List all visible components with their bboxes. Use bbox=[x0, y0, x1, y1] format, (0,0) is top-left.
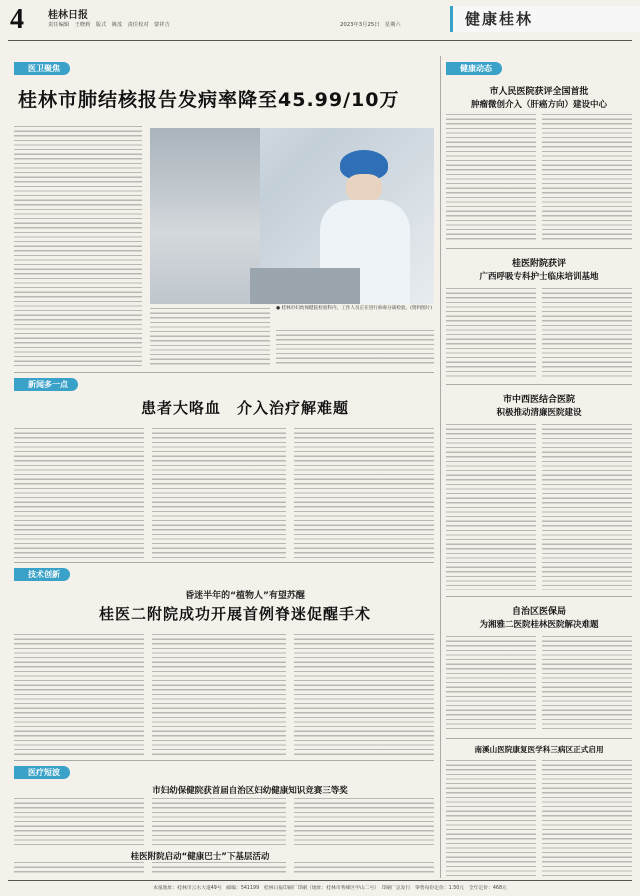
headline-awakening-surgery: 桂医二附院成功开展首例脊迷促醒手术 bbox=[98, 605, 371, 623]
page-number: 4 bbox=[10, 4, 24, 35]
divider-3 bbox=[14, 760, 434, 761]
right-divider-1 bbox=[446, 248, 632, 249]
brief-text-2c bbox=[294, 862, 434, 876]
medicare-text-1 bbox=[446, 636, 536, 732]
subhead-vegetative: 昏迷半年的“植物人”有望苏醒 bbox=[185, 591, 305, 601]
paper-name: 桂林日报 bbox=[48, 10, 88, 21]
nanxishan-text-1 bbox=[446, 760, 536, 876]
photo-bench bbox=[250, 268, 360, 304]
hemoptysis-text-3 bbox=[294, 428, 434, 558]
peoples-hospital-text-1 bbox=[446, 114, 536, 242]
masthead-rule bbox=[8, 40, 632, 41]
tag-tech-innovation: 技术创新 bbox=[14, 568, 70, 581]
nanxishan-text-2 bbox=[542, 760, 632, 876]
article-text-col-2 bbox=[150, 308, 270, 366]
tag-medical-briefs: 医疗短波 bbox=[14, 766, 70, 779]
staff-credits: 责任编辑 王晓莉 版式 姚茂 责任校对 蒙祥吉 bbox=[48, 22, 170, 28]
column-divider bbox=[440, 56, 441, 878]
headline-integrated-a: 市中西医结合医院 bbox=[502, 395, 575, 405]
section-title: 健康桂林 bbox=[450, 6, 640, 32]
headline-hemoptysis: 患者大咯血 介入治疗解难题 bbox=[140, 399, 349, 417]
footer-text: 本报地址：桂林市云水大道49号 邮编：541199 桂林日报印刷厂印刷（地址：桂林市秀峰区甲山二号） 印刷厂总发行 零售每份定价：1.50元 全年定价：468元 bbox=[153, 886, 507, 891]
divider-1 bbox=[14, 372, 434, 373]
headline-medicare-a: 自治区医保局 bbox=[511, 607, 566, 617]
issue-date: 2023年3月25日 星期六 bbox=[340, 22, 401, 28]
headline-affiliated-b: 广西呼吸专科护士临床培训基地 bbox=[479, 272, 599, 282]
footer-rule bbox=[8, 880, 632, 881]
headline-tb-rate: 桂林市肺结核报告发病率降至45.99/10万 bbox=[18, 89, 400, 111]
headline-peoples-hospital-b: 肿瘤微创介入（肝癌方向）建设中心 bbox=[470, 100, 607, 110]
integrated-text-2 bbox=[542, 424, 632, 590]
tag-health-news: 健康动态 bbox=[446, 62, 502, 75]
brief-headline-1: 市妇幼保健院获首届自治区妇幼健康知识竞赛三等奖 bbox=[152, 786, 348, 796]
photo-caption: ● 桂林市妇幼保健院检验科内，工作人员正在进行病毒分离检验。(资料图片) bbox=[276, 306, 433, 311]
article-text-col-3 bbox=[276, 330, 434, 366]
photo-worker-face bbox=[346, 174, 382, 202]
surgery-text-3 bbox=[294, 634, 434, 756]
brief-text-1c bbox=[294, 798, 434, 846]
brief-text-1b bbox=[152, 798, 286, 846]
article-photo bbox=[150, 128, 434, 304]
surgery-text-2 bbox=[152, 634, 286, 756]
brief-text-2b bbox=[152, 862, 286, 876]
integrated-text-1 bbox=[446, 424, 536, 590]
brief-headline-2: 桂医附院启动“健康巴士”下基层活动 bbox=[130, 852, 270, 862]
affiliated-text-2 bbox=[542, 288, 632, 378]
brief-text-1a bbox=[14, 798, 144, 846]
headline-integrated-b: 积极推动清廉医院建设 bbox=[496, 408, 582, 418]
tag-more-news: 新闻多一点 bbox=[14, 378, 78, 391]
hemoptysis-text-1 bbox=[14, 428, 144, 558]
masthead bbox=[0, 0, 640, 46]
photo-lab-shelf bbox=[150, 128, 260, 304]
medicare-text-2 bbox=[542, 636, 632, 732]
headline-affiliated-a: 桂医附院获评 bbox=[511, 259, 566, 269]
surgery-text-1 bbox=[14, 634, 144, 756]
affiliated-text-1 bbox=[446, 288, 536, 378]
headline-nanxishan: 南溪山医院康复医学科三病区正式启用 bbox=[474, 745, 604, 754]
divider-2 bbox=[14, 562, 434, 563]
headline-medicare-b: 为湘雅二医院桂林医院解决难题 bbox=[479, 620, 599, 630]
peoples-hospital-text-2 bbox=[542, 114, 632, 242]
right-divider-4 bbox=[446, 738, 632, 739]
right-divider-2 bbox=[446, 384, 632, 385]
hemoptysis-text-2 bbox=[152, 428, 286, 558]
headline-peoples-hospital-a: 市人民医院获评全国首批 bbox=[489, 87, 589, 97]
brief-text-2a bbox=[14, 862, 144, 876]
article-text-col-1 bbox=[14, 126, 142, 366]
right-divider-3 bbox=[446, 596, 632, 597]
tag-medical-focus: 医卫聚焦 bbox=[14, 62, 70, 75]
